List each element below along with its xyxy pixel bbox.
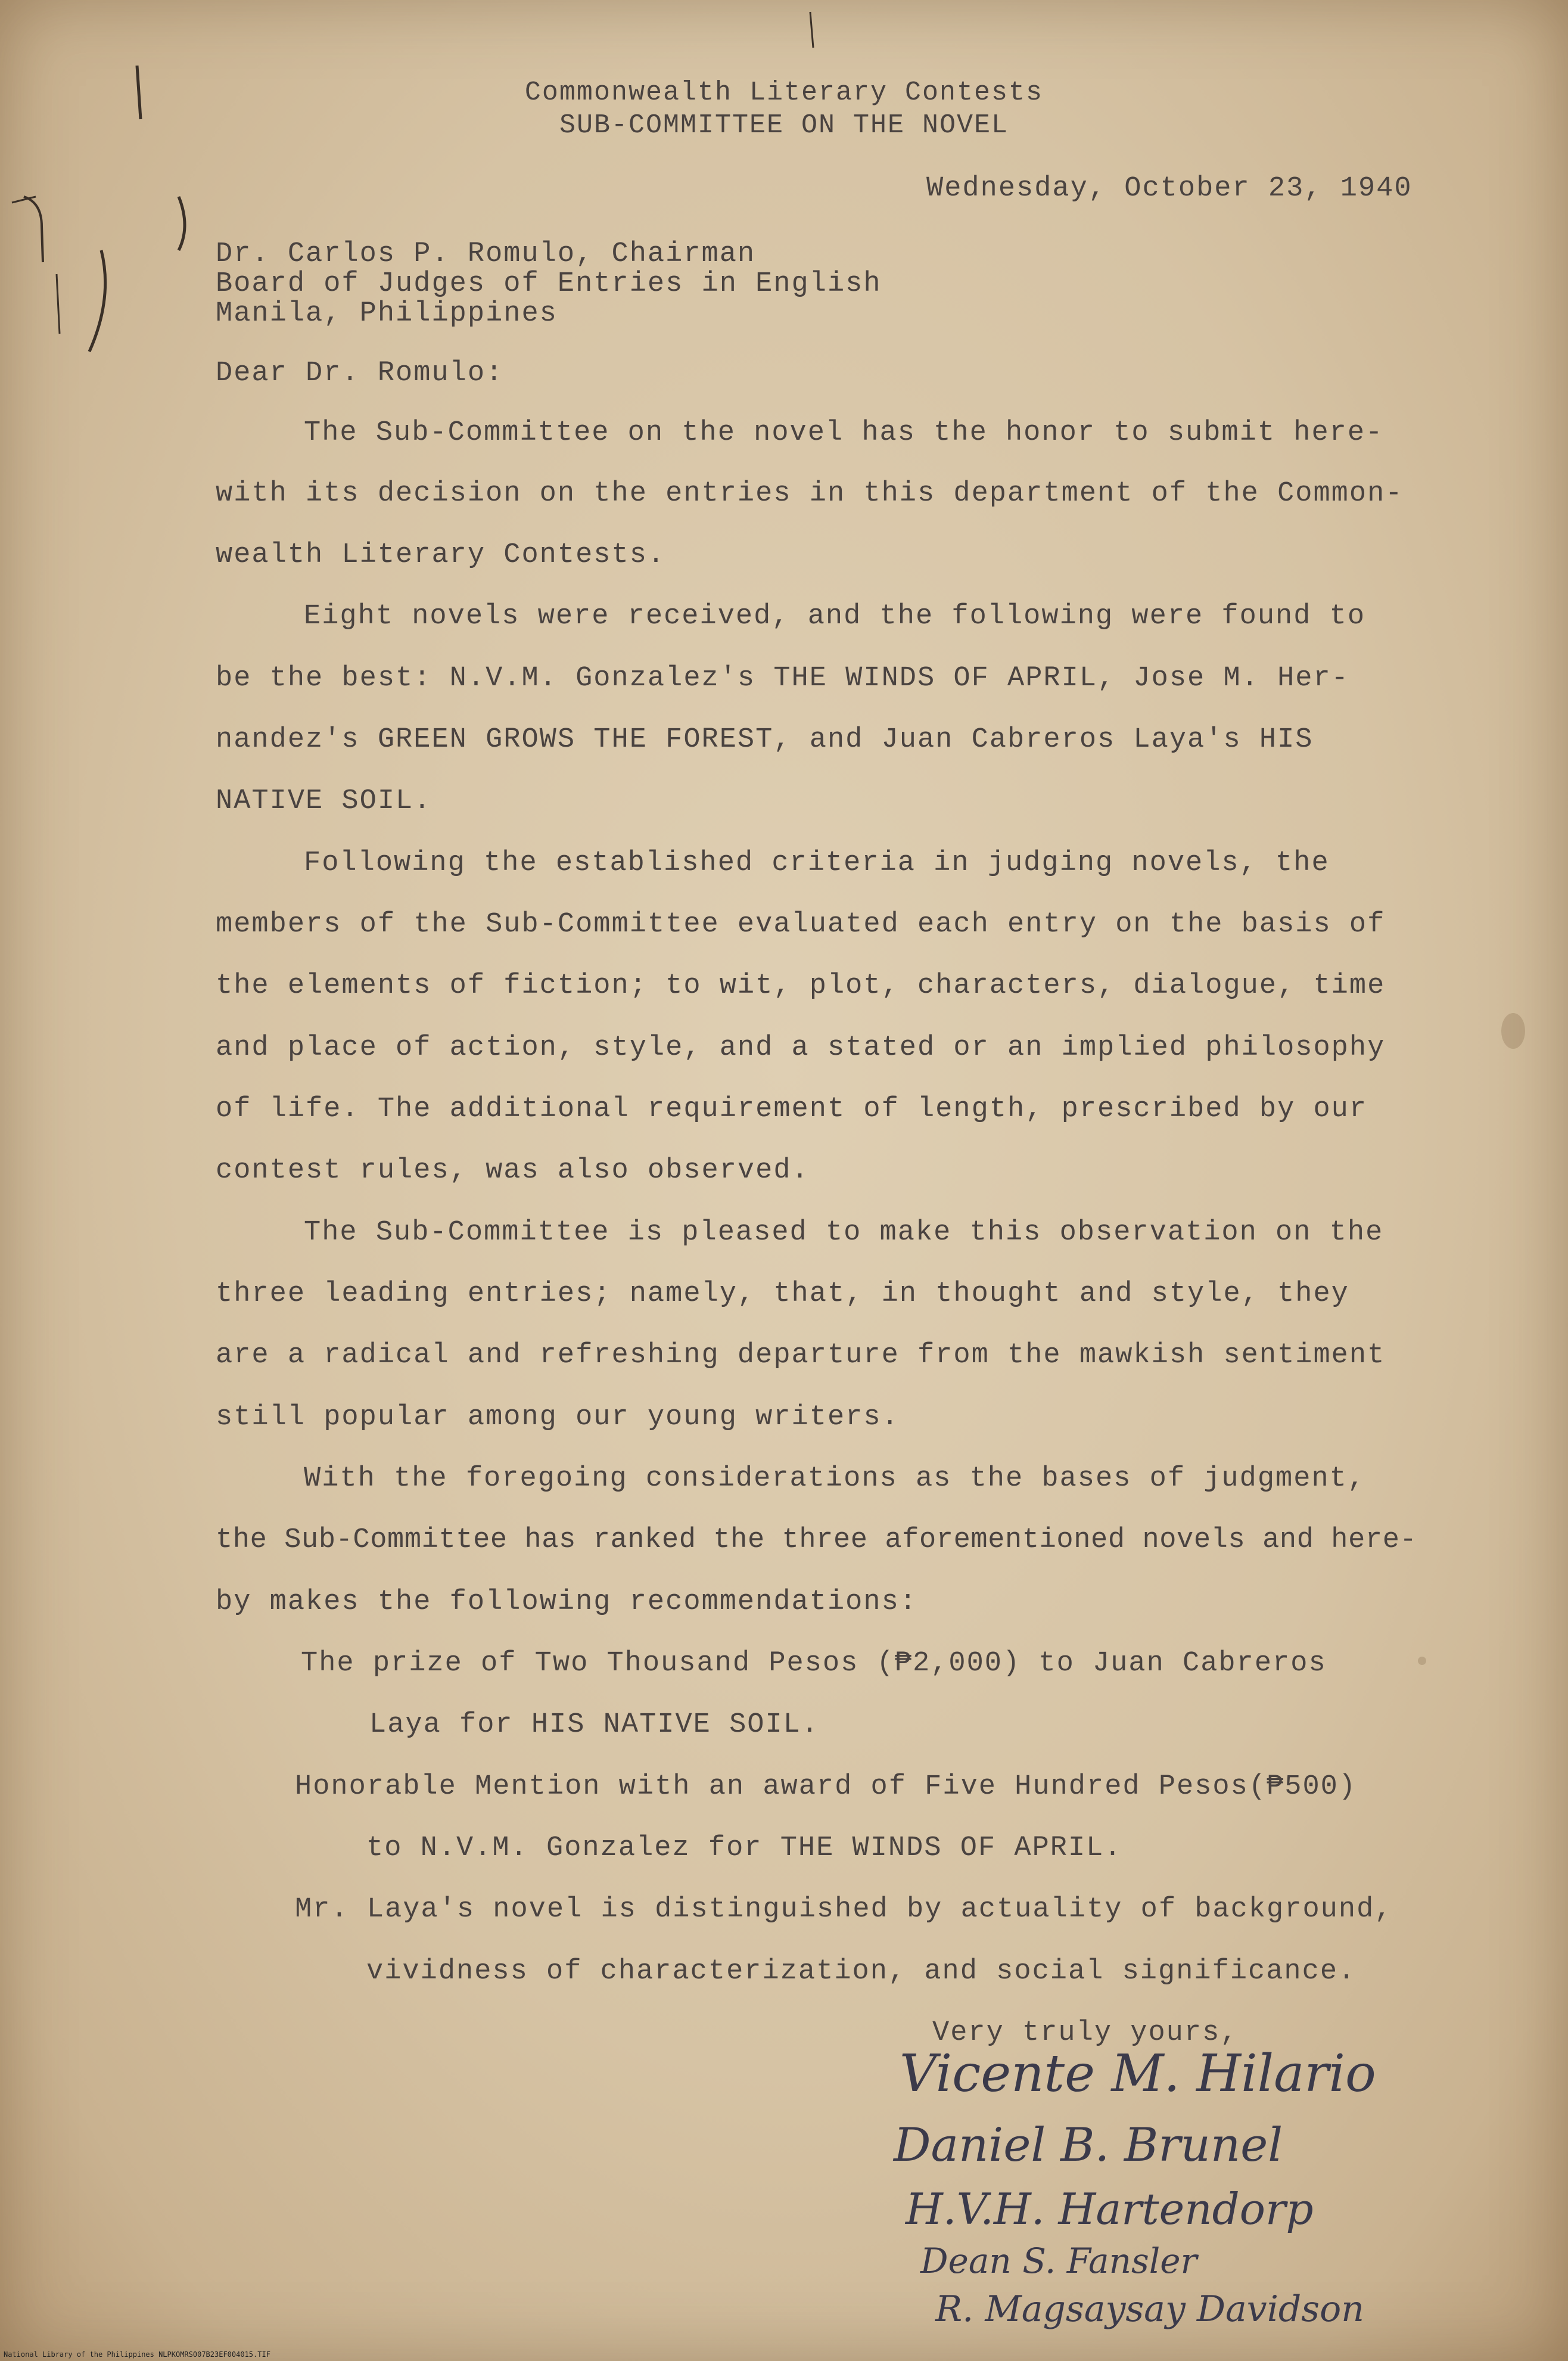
body-line: and place of action, style, and a stated or an implied philosophy xyxy=(216,1032,1386,1064)
body-line: Following the established criteria in judging novels, the xyxy=(304,847,1330,879)
signature: Vicente M. Hilario xyxy=(900,2044,1376,2104)
header-subtitle: SUB-COMMITTEE ON THE NOVEL xyxy=(559,110,1009,141)
body-line: the Sub-Committee has ranked the three aforementioned novels and here- xyxy=(216,1524,1417,1556)
body-line: with its decision on the entries in this department of the Common- xyxy=(216,478,1404,510)
archive-footer: National Library of the Philippines NLPKOMRS007B23EF004015.TIF xyxy=(4,2350,270,2359)
body-line: wealth Literary Contests. xyxy=(216,539,666,571)
body-line: Eight novels were received, and the following were found to xyxy=(304,601,1366,632)
recommendation-line: Honorable Mention with an award of Five Hundred Pesos(₱500) xyxy=(295,1771,1357,1803)
body-line: NATIVE SOIL. xyxy=(216,785,432,817)
body-line: The Sub-Committee is pleased to make this observation on the xyxy=(304,1217,1384,1248)
recipient-line: Dr. Carlos P. Romulo, Chairman xyxy=(216,238,756,270)
salutation: Dear Dr. Romulo: xyxy=(216,358,504,389)
body-line: of life. The additional requirement of length, prescribed by our xyxy=(216,1093,1368,1125)
body-line: nandez's GREEN GROWS THE FOREST, and Juan Cabreros Laya's HIS xyxy=(216,724,1314,756)
body-line: are a radical and refreshing departure from the mawkish sentiment xyxy=(216,1340,1386,1371)
body-line: The Sub-Committee on the novel has the honor to submit here- xyxy=(304,417,1384,449)
body-line: be the best: N.V.M. Gonzalez's THE WINDS OF APRIL, Jose M. Her- xyxy=(216,663,1349,694)
header-title: Commonwealth Literary Contests xyxy=(524,77,1044,108)
closing: Very truly yours, xyxy=(932,2017,1239,2049)
recommendation-line: Laya for HIS NATIVE SOIL. xyxy=(369,1709,820,1741)
signature: R. Magsaysay Davidson xyxy=(935,2288,1364,2330)
body-line: contest rules, was also observed. xyxy=(216,1155,810,1186)
body-line: With the foregoing considerations as the bases of judgment, xyxy=(304,1463,1366,1495)
recipient-line: Manila, Philippines xyxy=(216,298,558,330)
recommendation-line: Mr. Laya's novel is distinguished by actuality of background, xyxy=(295,1894,1393,1925)
recipient-line: Board of Judges of Entries in English xyxy=(216,268,882,300)
body-line: the elements of fiction; to wit, plot, characters, dialogue, time xyxy=(216,970,1386,1002)
body-line: by makes the following recommendations: xyxy=(216,1586,917,1618)
recommendation-line: The prize of Two Thousand Pesos (₱2,000) to Juan Cabreros xyxy=(301,1648,1327,1679)
signature: H.V.H. Hartendorp xyxy=(906,2184,1314,2234)
signature: Daniel B. Brunel xyxy=(894,2118,1283,2172)
body-line: members of the Sub-Committee evaluated each entry on the basis of xyxy=(216,909,1386,940)
body-line: still popular among our young writers. xyxy=(216,1402,900,1433)
recommendation-line: vividness of characterization, and social significance. xyxy=(366,1956,1357,1987)
letter-date: Wednesday, October 23, 1940 xyxy=(926,173,1413,204)
body-line: three leading entries; namely, that, in thought and style, they xyxy=(216,1278,1349,1310)
recommendation-line: to N.V.M. Gonzalez for THE WINDS OF APRIL. xyxy=(366,1832,1122,1864)
signature: Dean S. Fansler xyxy=(920,2241,1197,2281)
